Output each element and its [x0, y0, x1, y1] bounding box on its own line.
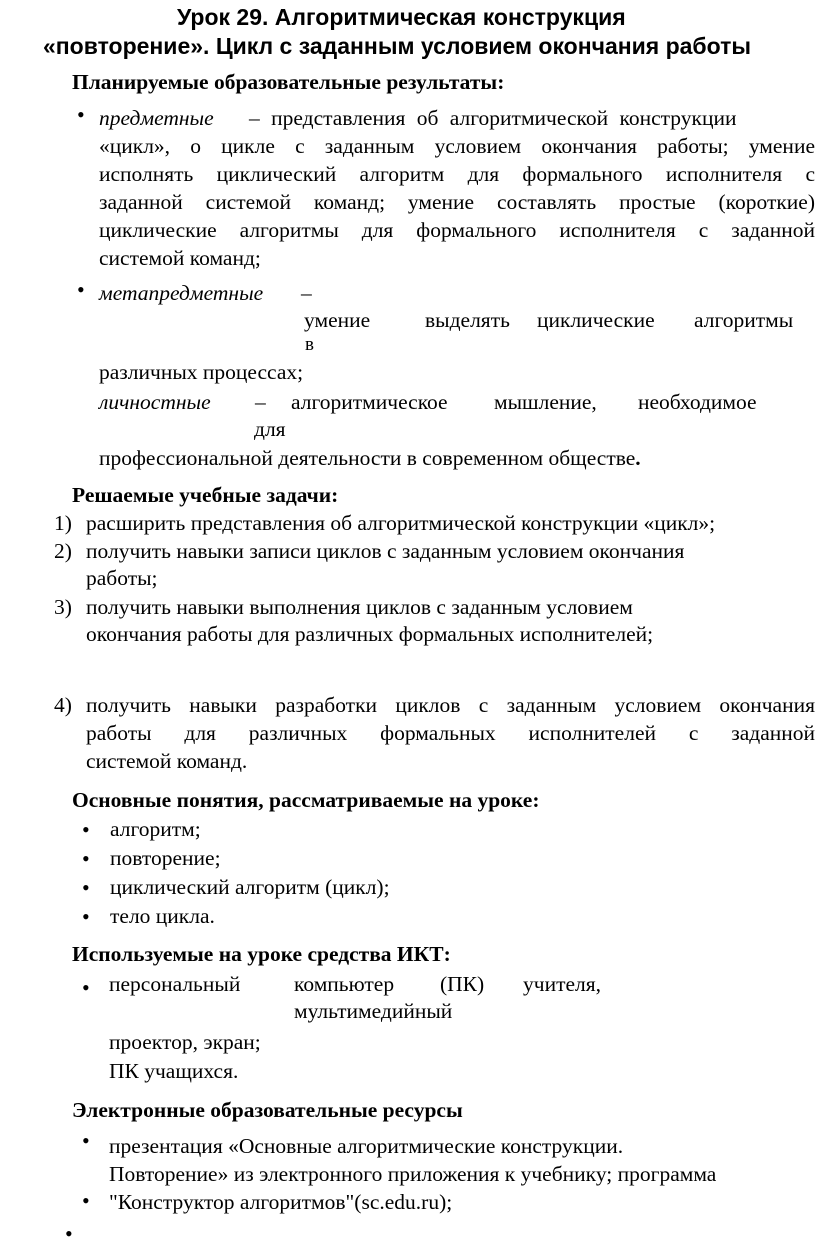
ict-word: персональный [109, 972, 241, 996]
meta-results-word: выделять [425, 308, 510, 332]
personal-results-word: алгоритмическое [291, 390, 448, 414]
task-item-line: работы; [86, 566, 158, 590]
tasks-heading: Решаемые учебные задачи: [72, 483, 339, 507]
subject-results-line1: – представления об алгоритмической конструкции [249, 106, 737, 130]
meta-results-word: в [305, 334, 314, 355]
bullet-icon: • [82, 975, 90, 1000]
bullet-icon: • [82, 904, 90, 929]
task-number: 3) [54, 595, 72, 619]
ict-heading: Используемые на уроке средства ИКТ: [72, 942, 451, 966]
meta-results-word: алгоритмы [694, 308, 794, 332]
meta-results-label: метапредметные [99, 281, 264, 305]
concept-item: циклический алгоритм (цикл); [110, 875, 390, 899]
personal-results-label: личностные [99, 390, 211, 414]
bullet-icon: • [82, 817, 90, 842]
subject-results-line6: системой команд; [99, 246, 261, 270]
ict-word: компьютер [294, 972, 395, 996]
ict-line2: проектор, экран; [109, 1030, 261, 1054]
task-number: 4) [54, 693, 72, 717]
task-item-line: работы для различных формальных исполнителей с заданной [86, 721, 815, 745]
subject-results-line3: исполнять циклический алгоритм для формального исполнителя с [99, 162, 815, 186]
bullet-icon: • [77, 102, 85, 127]
planned-results-heading: Планируемые образовательные результаты: [72, 70, 505, 94]
task-item-line: расширить представления об алгоритмической конструкции «цикл»; [86, 511, 716, 535]
bullet-icon: • [65, 1221, 73, 1246]
meta-results-word: умение [304, 308, 371, 332]
personal-results-dash: – [255, 390, 266, 414]
page-title-line1: Урок 29. Алгоритмическая конструкция [177, 4, 626, 30]
concepts-heading: Основные понятия, рассматриваемые на уроке: [72, 788, 540, 812]
ict-word: (ПК) [440, 972, 485, 996]
resources-heading: Электронные образовательные ресурсы [72, 1098, 463, 1122]
task-item-line: системой команд. [86, 749, 248, 773]
concept-item: тело цикла. [110, 904, 215, 928]
meta-results-word: циклические [537, 308, 655, 332]
resource-line2: Повторение» из электронного приложения к учебнику; программа [109, 1162, 717, 1186]
concept-item: алгоритм; [110, 817, 201, 841]
subject-results-line5: циклические алгоритмы для формального исполнителя с заданной [99, 218, 815, 242]
bullet-icon: • [77, 277, 85, 302]
personal-results-word: необходимое [638, 390, 757, 414]
bullet-icon: • [82, 1128, 90, 1153]
task-number: 2) [54, 539, 72, 563]
task-item-line: получить навыки разработки циклов с заданным условием окончания [86, 693, 815, 717]
task-item-line: получить навыки выполнения циклов с заданным условием [86, 595, 633, 619]
meta-results-dash: – [301, 281, 312, 305]
subject-results-line2: «цикл», о цикле с заданным условием окончания работы; умение [99, 134, 815, 158]
concept-item: повторение; [110, 846, 221, 870]
personal-results-word: мышление, [494, 390, 597, 414]
page-title-line2: «повторение». Цикл с заданным условием окончания работы [43, 33, 752, 59]
personal-results-word: для [254, 417, 286, 441]
bullet-icon: • [82, 846, 90, 871]
ict-word: учителя, [523, 972, 602, 996]
task-item-line: получить навыки записи циклов с заданным условием окончания [86, 539, 685, 563]
meta-results-line3: различных процессах; [99, 360, 304, 384]
personal-results-line3 [99, 446, 641, 471]
subject-results-label: предметные [99, 106, 214, 130]
task-item-line: окончания работы для различных формальных исполнителей; [86, 622, 654, 646]
subject-results-line4: заданной системой команд; умение составлять простые (короткие) [99, 190, 815, 214]
resource-line3: "Конструктор алгоритмов"(sc.edu.ru); [109, 1190, 453, 1214]
personal-results-line3-text: профессиональной деятельности в современном обществе [99, 446, 636, 470]
bullet-icon: • [82, 1188, 90, 1213]
task-number: 1) [54, 511, 72, 535]
personal-results-line3-end: . [635, 446, 641, 470]
ict-line3: ПК учащихся. [109, 1059, 239, 1083]
resource-line1: презентация «Основные алгоритмические конструкции. [109, 1134, 624, 1158]
bullet-icon: • [82, 875, 90, 900]
ict-word: мультимедийный [294, 999, 453, 1023]
